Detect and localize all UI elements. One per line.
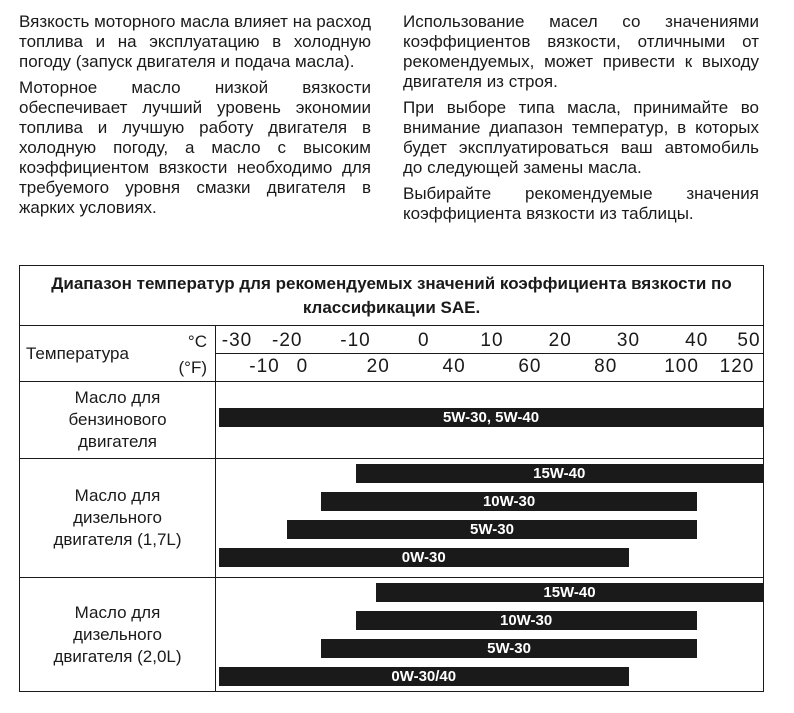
oil-group-label-text: Масло для бензинового двигателя	[68, 388, 167, 451]
celsius-tick: 0	[417, 330, 430, 351]
oil-group-label	[20, 577, 216, 692]
oil-group-label	[20, 458, 216, 577]
oil-group-label-text: Масло для дизельного двигателя (2,0L)	[53, 602, 182, 666]
fahrenheit-tick: 80	[594, 356, 618, 377]
viscosity-bar: 0W-30/40	[219, 667, 629, 686]
celsius-tick: 40	[685, 330, 709, 351]
viscosity-bar: 0W-30	[219, 548, 629, 567]
fahrenheit-tick: 20	[366, 356, 390, 377]
viscosity-bar: 5W-30	[287, 520, 697, 539]
table-title: Диапазон температур для рекомендуемых значений коэффициента вязкости по классификации SAE.	[20, 266, 763, 326]
fahrenheit-unit: (°F)	[178, 358, 207, 377]
viscosity-table	[19, 265, 764, 692]
intro-paragraph: Выбирайте рекомендуемые значения коэффициента вязкости из таблицы.	[403, 184, 759, 223]
viscosity-bar: 5W-30, 5W-40	[219, 408, 763, 427]
celsius-tick: 10	[480, 330, 504, 351]
intro-paragraph: Вязкость моторного масла влияет на расход топлива и на эксплуатацию в холодную погоду (запуск двигателя и подача масла).	[19, 12, 371, 71]
fahrenheit-tick: 0	[296, 356, 309, 377]
fahrenheit-tick: 60	[518, 356, 542, 377]
oil-group-label-text: Масло для дизельного двигателя (1,7L)	[53, 485, 182, 549]
celsius-tick: -30	[221, 330, 253, 351]
celsius-unit: °C	[187, 332, 207, 351]
celsius-tick: -20	[272, 330, 303, 351]
celsius-tick: -10	[340, 330, 371, 351]
viscosity-bar: 10W-30	[356, 611, 697, 630]
celsius-tick: 50	[737, 330, 761, 351]
viscosity-bar: 15W-40	[376, 583, 763, 602]
intro-paragraph: Использование масел со значениями коэффициентов вязкости, отличными от рекомендуемых, может привести к выходу двигателя из строя.	[403, 12, 759, 91]
viscosity-bar: 5W-30	[321, 639, 696, 658]
intro-paragraph: Моторное масло низкой вязкости обеспечивает лучший уровень экономии топлива и лучшую работу двигателя в холодную погоду, а масло с высоким коэффициентом вязкости необходимо для требуемого уровня смазки двигателя в жарких условиях.	[19, 78, 371, 217]
intro-paragraph: При выборе типа масла, принимайте во внимание диапазон температур, в которых будет эксплуатироваться ваш автомобиль до следующей замены масла.	[403, 98, 759, 177]
fahrenheit-tick: 40	[442, 356, 466, 377]
fahrenheit-tick: -10	[249, 356, 280, 377]
intro-left-column	[19, 12, 371, 224]
temperature-label: Температура	[26, 344, 129, 363]
scale-divider	[216, 353, 763, 354]
viscosity-bar: 15W-40	[356, 464, 764, 483]
viscosity-bar: 10W-30	[321, 492, 696, 511]
fahrenheit-tick: 120	[719, 356, 755, 377]
celsius-tick: 30	[616, 330, 641, 351]
fahrenheit-tick: 100	[664, 356, 699, 377]
oil-group-label	[20, 382, 216, 458]
intro-right-column	[403, 12, 759, 230]
celsius-tick: 20	[548, 330, 572, 351]
temperature-scale	[216, 326, 763, 382]
temperature-header	[20, 326, 216, 382]
